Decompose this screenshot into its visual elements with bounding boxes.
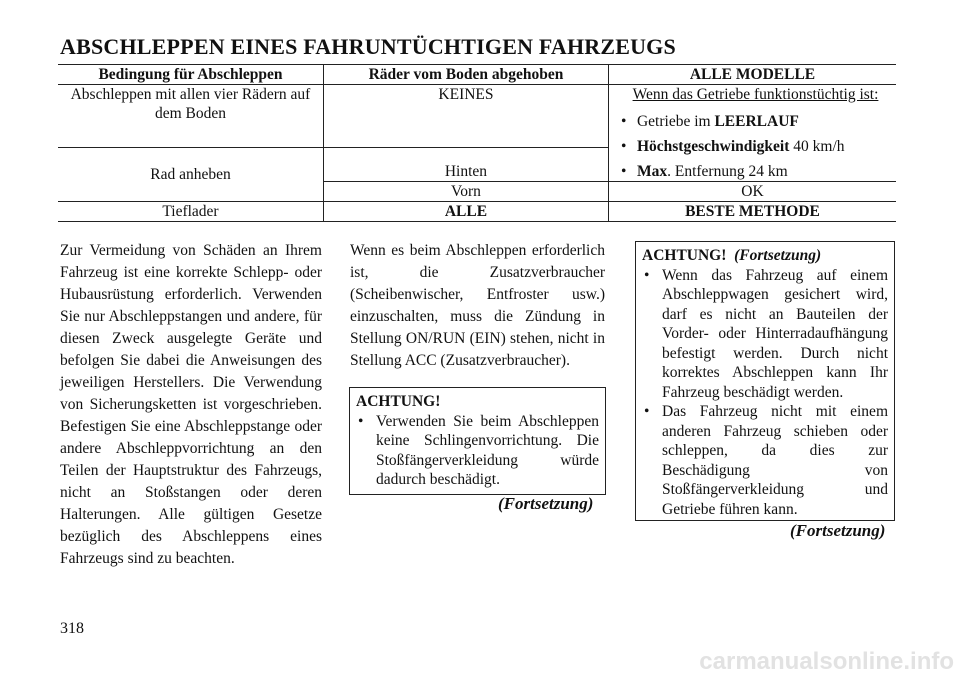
cell-wheels-front: Vorn <box>323 182 608 202</box>
table-row <box>58 85 896 148</box>
body-text-left: Zur Vermeidung von Schäden an Ihrem Fahrzeug ist eine korrekte Schlepp- oder Hubausrüstung erforderlich. Verwenden Sie nur Abschleppstangen und andere, für diesen Zweck ausgelegte Geräte und befolgen Sie dabei die Anweisungen des jeweiligen Herstellers. Die Verwendung von Sicherungsketten ist vorgeschrieben. Befestigen Sie eine Abschleppstange oder andere Abschleppvorrichtung an den Teilen der Hauptstruktur des Fahrzeugs, nicht an Stoßstangen oder deren Halterungen. Alle gültigen Gesetze bezüglich des Abschleppens eines Fahrzeugs sind zu beachten. <box>60 242 322 567</box>
list-item: • Getriebe im LEERLAUF <box>617 112 894 131</box>
models-heading: Wenn das Getriebe funktionstüchtig ist: <box>632 86 879 103</box>
warning-heading: ACHTUNG! <box>356 393 441 410</box>
list-item: • Verwenden Sie beim Abschleppen keine Schlingenvorrichtung. Die Stoßfängerverkleidung würde dadurch beschädigt. <box>356 412 599 490</box>
cell-wheels-all: ALLE <box>323 202 608 222</box>
warning-box-2 <box>635 241 895 521</box>
warning-list <box>642 266 888 520</box>
cell-condition-lift: Rad anheben <box>58 148 323 202</box>
header-wheels: Räder vom Boden abgehoben <box>323 65 608 85</box>
cell-wheels-none: KEINES <box>323 85 608 148</box>
cell-wheels-rear: Hinten <box>323 148 608 182</box>
table-row <box>58 202 896 222</box>
cell-models-best: BESTE METHODE <box>608 202 896 222</box>
towing-table <box>58 64 896 222</box>
warning-box-1 <box>349 387 606 495</box>
page-number: 318 <box>60 620 84 637</box>
cell-condition-flat: Abschleppen mit allen vier Rädern auf dem Boden <box>70 86 311 122</box>
list-item: • Das Fahrzeug nicht mit einem anderen Fahrzeug schieben oder schleppen, da dies zur Beschädigung von Stoßfängerverkleidung und Getriebe führen kann. <box>642 402 888 519</box>
list-item: • Max. Entfernung 24 km <box>617 162 894 181</box>
table-header-row <box>58 65 896 85</box>
list-item: • Höchstgeschwindigkeit 40 km/h <box>617 137 894 156</box>
cell-condition-flatbed: Tieflader <box>58 202 323 222</box>
continued-note-2: (Fortsetzung) <box>790 521 886 540</box>
page-title: ABSCHLEPPEN EINES FAHRUNTÜCHTIGEN FAHRZEUGS <box>60 34 676 59</box>
warning-list <box>356 412 599 490</box>
header-models: ALLE MODELLE <box>608 65 896 85</box>
watermark: carmanualsonline.info <box>699 648 954 675</box>
list-item: • Wenn das Fahrzeug auf einem Abschleppwagen gesichert wird, darf es nicht an Bauteilen der Vorder- oder Hinterradaufhängung befestigt werden. Durch nicht korrektes Abschleppen kann Ihr Fahrzeug beschädigt werden. <box>642 266 888 403</box>
warning-heading: ACHTUNG! (Fortsetzung) <box>642 247 822 264</box>
cell-models-ok: OK <box>608 182 896 202</box>
cell-models-conditions <box>608 85 896 182</box>
header-condition: Bedingung für Abschleppen <box>58 65 323 85</box>
body-text-middle: Wenn es beim Abschleppen erforderlich ist, die Zusatzverbraucher (Scheibenwischer, Entfroster usw.) einzuschalten, muss die Zündung in Stellung ON/RUN (EIN) stehen, nicht in Stellung ACC (Zusatzverbraucher). <box>350 242 605 369</box>
continued-note-1: (Fortsetzung) <box>498 494 594 513</box>
models-list <box>617 112 894 181</box>
